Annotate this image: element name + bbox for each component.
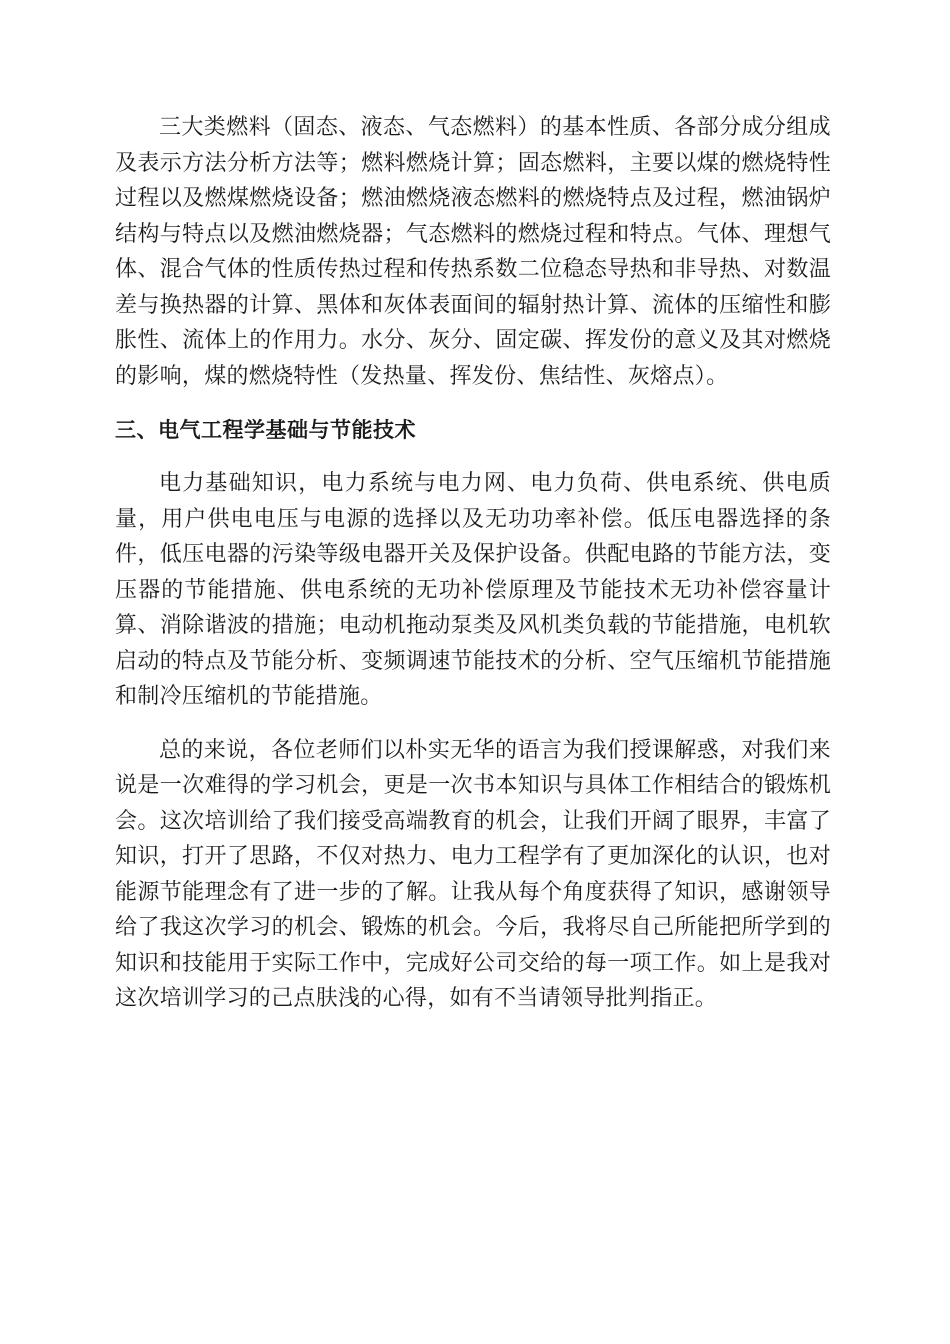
spacer	[115, 394, 831, 412]
spacer	[115, 448, 831, 466]
section-heading-electrical-engineering: 三、电气工程学基础与节能技术	[115, 418, 416, 442]
document-page	[115, 110, 831, 1017]
body-paragraph-summary: 总的来说，各位老师们以朴实无华的语言为我们授课解惑，对我们来说是一次难得的学习机会，更是一次书本知识与具体工作相结合的锻炼机会。这次培训给了我们接受高端教育的机会，让我们开阔了眼界，丰富了知识，打开了思路，不仅对热力、电力工程学有了更加深化的认识，也对能源节能理念有了进一步的了解。让我从每个角度获得了知识，感谢领导给了我这次学习的机会、锻炼的机会。今后，我将尽自己所能把所学到的知识和技能用于实际工作中，完成好公司交给的每一项工作。如上是我对这次培训学习的己点肤浅的心得，如有不当请领导批判指正。	[115, 737, 831, 1011]
body-paragraph-electrical: 电力基础知识，电力系统与电力网、电力负荷、供电系统、供电质量，用户供电电压与电源的选择以及无功功率补偿。低压电器选择的条件，低压电器的污染等级电器开关及保护设备。供配电路的节能方法，变压器的节能措施、供电系统的无功补偿原理及节能技术无功补偿容量计算、消除谐波的措施；电动机拖动泵类及风机类负载的节能措施，电机软启动的特点及节能分析、变频调速节能技术的分析、空气压缩机节能措施和制冷压缩机的节能措施。	[115, 471, 831, 709]
spacer	[115, 715, 831, 733]
body-paragraph-fuels: 三大类燃料（固态、液态、气态燃料）的基本性质、各部分成分组成及表示方法分析方法等；燃料燃烧计算；固态燃料，主要以煤的燃烧特性过程以及燃煤燃烧设备；燃油燃烧液态燃料的燃烧特点及过程，燃油锅炉结构与特点以及燃油燃烧器；气态燃料的燃烧过程和特点。气体、理想气体、混合气体的性质传热过程和传热系数二位稳态导热和非导热、对数温差与换热器的计算、黑体和灰体表面间的辐射热计算、流体的压缩性和膨胀性、流体上的作用力。水分、灰分、固定碳、挥发份的意义及其对燃烧的影响，煤的燃烧特性（发热量、挥发份、焦结性、灰熔点）。	[115, 115, 831, 389]
